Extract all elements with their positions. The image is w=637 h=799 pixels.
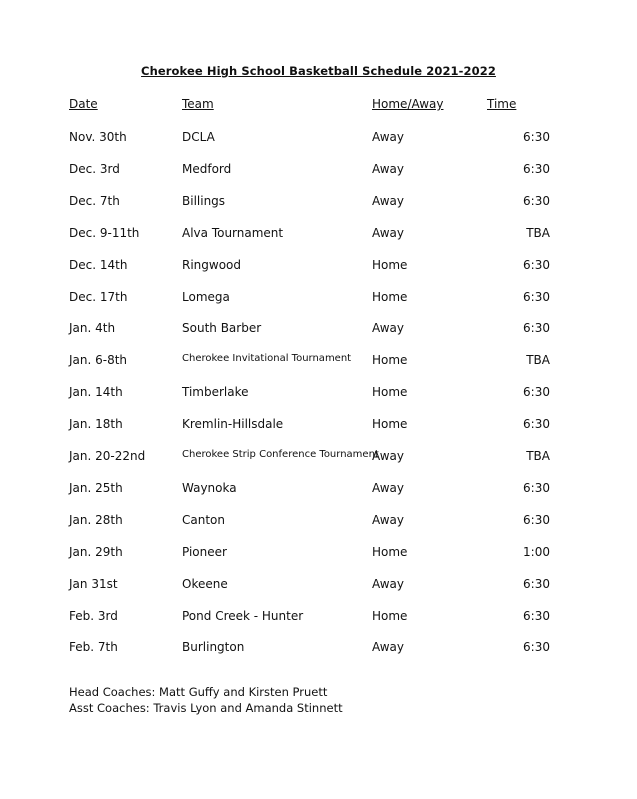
schedule-row <box>0 449 637 469</box>
schedule-row <box>0 513 637 533</box>
location-cell: Home <box>372 289 408 304</box>
time-cell: 6:30 <box>523 321 550 336</box>
schedule-row <box>0 609 637 629</box>
schedule-row <box>0 481 637 501</box>
location-cell: Away <box>372 576 404 591</box>
team-cell: Okeene <box>182 576 228 591</box>
schedule-row <box>0 290 637 310</box>
date-cell: Jan. 28th <box>69 512 123 527</box>
date-cell: Jan. 18th <box>69 417 123 432</box>
date-cell: Nov. 30th <box>69 130 127 144</box>
date-cell: Jan 31st <box>69 576 118 591</box>
schedule-row <box>0 545 637 565</box>
date-cell: Jan. 14th <box>69 385 123 400</box>
date-cell: Jan. 6-8th <box>69 353 128 368</box>
location-cell: Away <box>372 321 404 336</box>
location-cell: Away <box>372 225 404 240</box>
header-home-away: Home/Away <box>372 97 444 111</box>
location-cell: Away <box>372 512 404 527</box>
date-cell: Dec. 9-11th <box>69 225 140 240</box>
location-cell: Away <box>372 193 404 208</box>
time-cell: 6:30 <box>523 193 550 208</box>
location-cell: Away <box>372 161 404 176</box>
team-cell: Ringwood <box>182 257 242 272</box>
team-cell: Burlington <box>182 640 245 655</box>
schedule-row <box>0 258 637 278</box>
schedule-row <box>0 353 637 373</box>
header-date: Date <box>69 97 98 111</box>
team-cell: Alva Tournament <box>182 225 284 240</box>
time-cell: TBA <box>526 449 550 463</box>
schedule-row <box>0 162 637 182</box>
team-cell: Cherokee Invitational Tournament <box>182 353 352 365</box>
date-cell: Dec. 14th <box>69 257 128 272</box>
schedule-row <box>0 130 637 150</box>
date-cell: Feb. 3rd <box>69 608 118 623</box>
assistant-coaches: Asst Coaches: Travis Lyon and Amanda Stinnett <box>69 701 343 715</box>
schedule-row <box>0 417 637 437</box>
header-team: Team <box>182 97 214 111</box>
date-cell: Dec. 3rd <box>69 161 120 176</box>
team-cell: DCLA <box>182 130 215 144</box>
location-cell: Home <box>372 417 408 432</box>
team-cell: Lomega <box>182 289 230 304</box>
team-cell: Cherokee Strip Conference Tournament <box>182 449 379 460</box>
team-cell: Kremlin-Hillsdale <box>182 417 284 432</box>
time-cell: 6:30 <box>523 161 550 176</box>
location-cell: Home <box>372 385 408 400</box>
schedule-row <box>0 577 637 597</box>
date-cell: Dec. 17th <box>69 289 128 304</box>
time-cell: 6:30 <box>523 608 550 623</box>
time-cell: 6:30 <box>523 576 550 591</box>
team-cell: Waynoka <box>182 480 237 495</box>
time-cell: 1:00 <box>523 544 550 559</box>
time-cell: 6:30 <box>523 480 550 495</box>
location-cell: Home <box>372 608 408 623</box>
time-cell: TBA <box>526 353 550 368</box>
schedule-row <box>0 640 637 660</box>
time-cell: 6:30 <box>523 257 550 272</box>
location-cell: Home <box>372 353 408 368</box>
location-cell: Away <box>372 640 404 655</box>
header-time: Time <box>487 97 517 111</box>
location-cell: Home <box>372 544 408 559</box>
schedule-row <box>0 226 637 246</box>
location-cell: Away <box>372 480 404 495</box>
team-cell: Pond Creek - Hunter <box>182 608 304 623</box>
date-cell: Feb. 7th <box>69 640 118 655</box>
schedule-row <box>0 321 637 341</box>
team-cell: Pioneer <box>182 544 227 559</box>
team-cell: Timberlake <box>182 385 249 400</box>
schedule-row <box>0 385 637 405</box>
date-cell: Jan. 20-22nd <box>69 449 146 463</box>
date-cell: Dec. 7th <box>69 193 120 208</box>
time-cell: 6:30 <box>523 130 550 144</box>
date-cell: Jan. 4th <box>69 321 116 336</box>
time-cell: 6:30 <box>523 512 550 527</box>
time-cell: 6:30 <box>523 640 550 655</box>
coaches-block <box>69 684 343 716</box>
location-cell: Away <box>372 130 404 144</box>
date-cell: Jan. 29th <box>69 544 123 559</box>
time-cell: 6:30 <box>523 417 550 432</box>
head-coaches: Head Coaches: Matt Guffy and Kirsten Pruett <box>69 685 328 699</box>
date-cell: Jan. 25th <box>69 480 123 495</box>
time-cell: 6:30 <box>523 289 550 304</box>
schedule-title: Cherokee High School Basketball Schedule 2021-2022 <box>141 64 496 78</box>
team-cell: South Barber <box>182 321 262 336</box>
team-cell: Medford <box>182 161 232 176</box>
team-cell: Canton <box>182 512 225 527</box>
schedule-row <box>0 194 637 214</box>
time-cell: 6:30 <box>523 385 550 400</box>
time-cell: TBA <box>526 225 550 240</box>
location-cell: Home <box>372 257 408 272</box>
team-cell: Billings <box>182 193 226 208</box>
location-cell: Away <box>372 449 404 463</box>
